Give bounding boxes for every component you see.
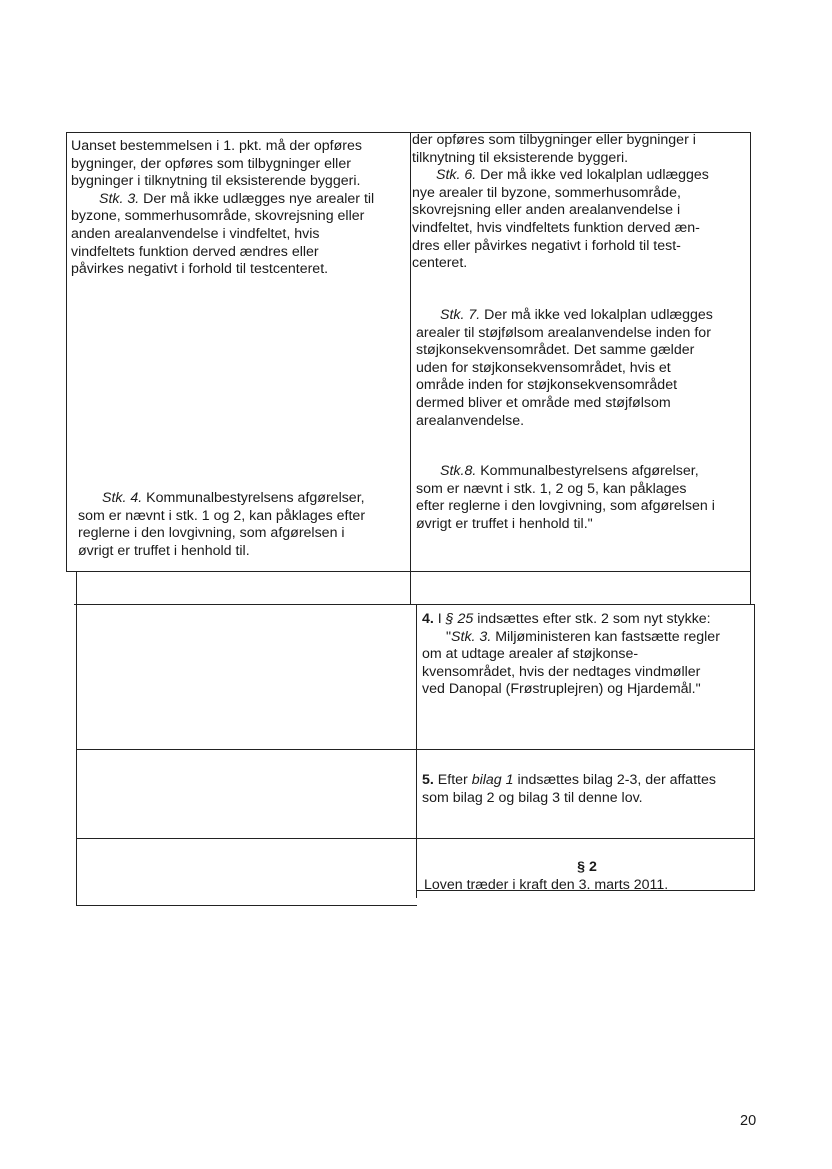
item-number: 4. bbox=[422, 611, 434, 627]
table-right-border-lower bbox=[754, 604, 755, 890]
stk-label: Stk. 4. bbox=[102, 490, 143, 506]
left-paragraph-1 bbox=[71, 138, 374, 191]
text-line: ved Danopal (Frøstruplejren) og Hjardemål." bbox=[422, 681, 701, 698]
text-line: kvensområdet, hvis der nedtages vindmøller bbox=[422, 663, 701, 680]
item-number: 5. bbox=[422, 772, 434, 788]
table-left-border bbox=[66, 132, 67, 572]
right-paragraph-1 bbox=[412, 132, 709, 167]
item-5-heading bbox=[422, 772, 716, 790]
text-line: dres eller påvirkes negativt i forhold til test- bbox=[412, 237, 681, 254]
row3-right-cell bbox=[422, 611, 720, 699]
text-line: arealer til støjfølsom arealanvendelse inden for bbox=[416, 324, 711, 341]
text-line: der opføres som tilbygninger eller bygninger i bbox=[412, 132, 696, 148]
text-line: uden for støjkonsekvensområdet, hvis et bbox=[416, 359, 671, 376]
right-paragraph-stk6-rest bbox=[412, 185, 709, 273]
text-line: som bilag 2 og bilag 3 til denne lov. bbox=[422, 789, 643, 806]
text-line: tilknytning til eksisterende byggeri. bbox=[412, 149, 629, 166]
text-line: Uanset bestemmelsen i 1. pkt. må der opføres bbox=[71, 138, 362, 154]
left-paragraph-stk4 bbox=[78, 490, 365, 508]
text-line: bygninger, der opføres som tilbygninger eller bbox=[71, 155, 351, 172]
text-line: vindfeltets funktion derved ændres eller bbox=[71, 243, 319, 260]
text-line: øvrigt er truffet i henhold til." bbox=[416, 515, 593, 532]
right-paragraph-stk8-rest bbox=[416, 481, 715, 534]
text-line: I bbox=[433, 611, 446, 627]
table-column-divider-lower bbox=[416, 604, 417, 898]
right-paragraph-stk7-rest bbox=[416, 325, 713, 431]
table-column-divider bbox=[410, 132, 411, 604]
section-reference: § 25 bbox=[445, 611, 474, 627]
text-line: Kommunalbestyrelsens afgørelser, bbox=[142, 490, 365, 506]
text-line: Loven træder i kraft den 3. marts 2011. bbox=[424, 876, 669, 893]
right-paragraph-stk7 bbox=[416, 307, 713, 325]
text-line: Der må ikke udlægges nye arealer til bbox=[139, 190, 375, 207]
text-line: støjkonsekvensområdet. Det samme gælder bbox=[416, 342, 695, 359]
left-paragraph-stk4-rest bbox=[78, 508, 365, 561]
text-line: skovrejsning eller anden arealanvendelse i bbox=[412, 202, 681, 219]
text-line: om at udtage arealer af støjkonse- bbox=[422, 646, 639, 663]
table-left-border-lower bbox=[76, 572, 77, 906]
row-divider-2 bbox=[74, 604, 754, 605]
item-4-quote bbox=[422, 629, 720, 647]
text-line: arealanvendelse. bbox=[416, 412, 525, 429]
row-divider-4 bbox=[76, 838, 754, 839]
item-4-heading bbox=[422, 611, 720, 629]
text-line: som er nævnt i stk. 1, 2 og 5, kan påklages bbox=[416, 480, 687, 497]
text-line: dermed bliver et område med støjfølsom bbox=[416, 394, 671, 411]
text-line: øvrigt er truffet i henhold til. bbox=[78, 542, 250, 559]
text-line: vindfeltet, hvis vindfeltets funktion derved æn- bbox=[412, 219, 700, 236]
row-divider-3 bbox=[76, 749, 754, 750]
text-line: Kommunalbestyrelsens afgørelser, bbox=[476, 463, 699, 479]
row1-right-cell-stk8 bbox=[416, 463, 715, 533]
row1-right-cell bbox=[412, 132, 709, 273]
text-line: Miljøministeren kan fastsætte regler bbox=[491, 628, 720, 645]
text-line: anden arealanvendelse i vindfeltet, hvis bbox=[71, 225, 320, 242]
text-line: nye arealer til byzone, sommerhusområde, bbox=[412, 184, 681, 201]
text-line: centeret. bbox=[412, 255, 468, 272]
right-paragraph-stk8 bbox=[416, 463, 715, 481]
left-paragraph-stk3-rest bbox=[71, 208, 374, 278]
section-heading: § 2 bbox=[577, 859, 597, 875]
page-number: 20 bbox=[740, 1113, 757, 1129]
text-line: bygninger i tilknytning til eksisterende byggeri. bbox=[71, 173, 361, 190]
quote-mark: " bbox=[446, 628, 452, 645]
row5-right-cell bbox=[424, 859, 750, 894]
left-paragraph-stk3 bbox=[71, 191, 374, 209]
text-line: reglerne i den lovgivning, som afgørelsen i bbox=[78, 525, 345, 542]
row4-right-cell bbox=[422, 772, 716, 807]
stk-label: Stk. 6. bbox=[436, 167, 477, 184]
item-4-quote-rest bbox=[422, 646, 720, 699]
text-line: Der må ikke ved lokalplan udlægges bbox=[480, 307, 713, 323]
row1-left-cell-stk4 bbox=[78, 490, 365, 560]
stk-label: Stk. 3. bbox=[451, 628, 492, 645]
text-line: påvirkes negativt i forhold til testcenteret. bbox=[71, 261, 329, 278]
text-line: efter reglerne i den lovgivning, som afgørelsen i bbox=[416, 498, 715, 515]
row1-left-cell bbox=[71, 138, 374, 279]
text-line: indsættes bilag 2-3, der affattes bbox=[513, 772, 716, 788]
stk-label: Stk. 3. bbox=[99, 190, 140, 207]
table-right-border bbox=[750, 132, 751, 604]
annex-reference: bilag 1 bbox=[471, 772, 514, 788]
text-line: indsættes efter stk. 2 som nyt stykke: bbox=[473, 611, 711, 627]
stk-label: Stk. 7. bbox=[440, 307, 481, 323]
row-divider-1 bbox=[66, 571, 751, 572]
stk-label: Stk.8. bbox=[440, 463, 477, 479]
text-line: Der må ikke ved lokalplan udlægges bbox=[476, 167, 709, 184]
text-line: Efter bbox=[433, 772, 472, 788]
right-paragraph-stk6 bbox=[412, 167, 709, 185]
table-bottom-border bbox=[76, 905, 417, 906]
text-line: som er nævnt i stk. 1 og 2, kan påklages efter bbox=[78, 507, 366, 524]
text-line: område inden for støjkonsekvensområdet bbox=[416, 377, 678, 394]
text-line: byzone, sommerhusområde, skovrejsning eller bbox=[71, 208, 365, 225]
row1-right-cell-stk7 bbox=[416, 307, 713, 430]
